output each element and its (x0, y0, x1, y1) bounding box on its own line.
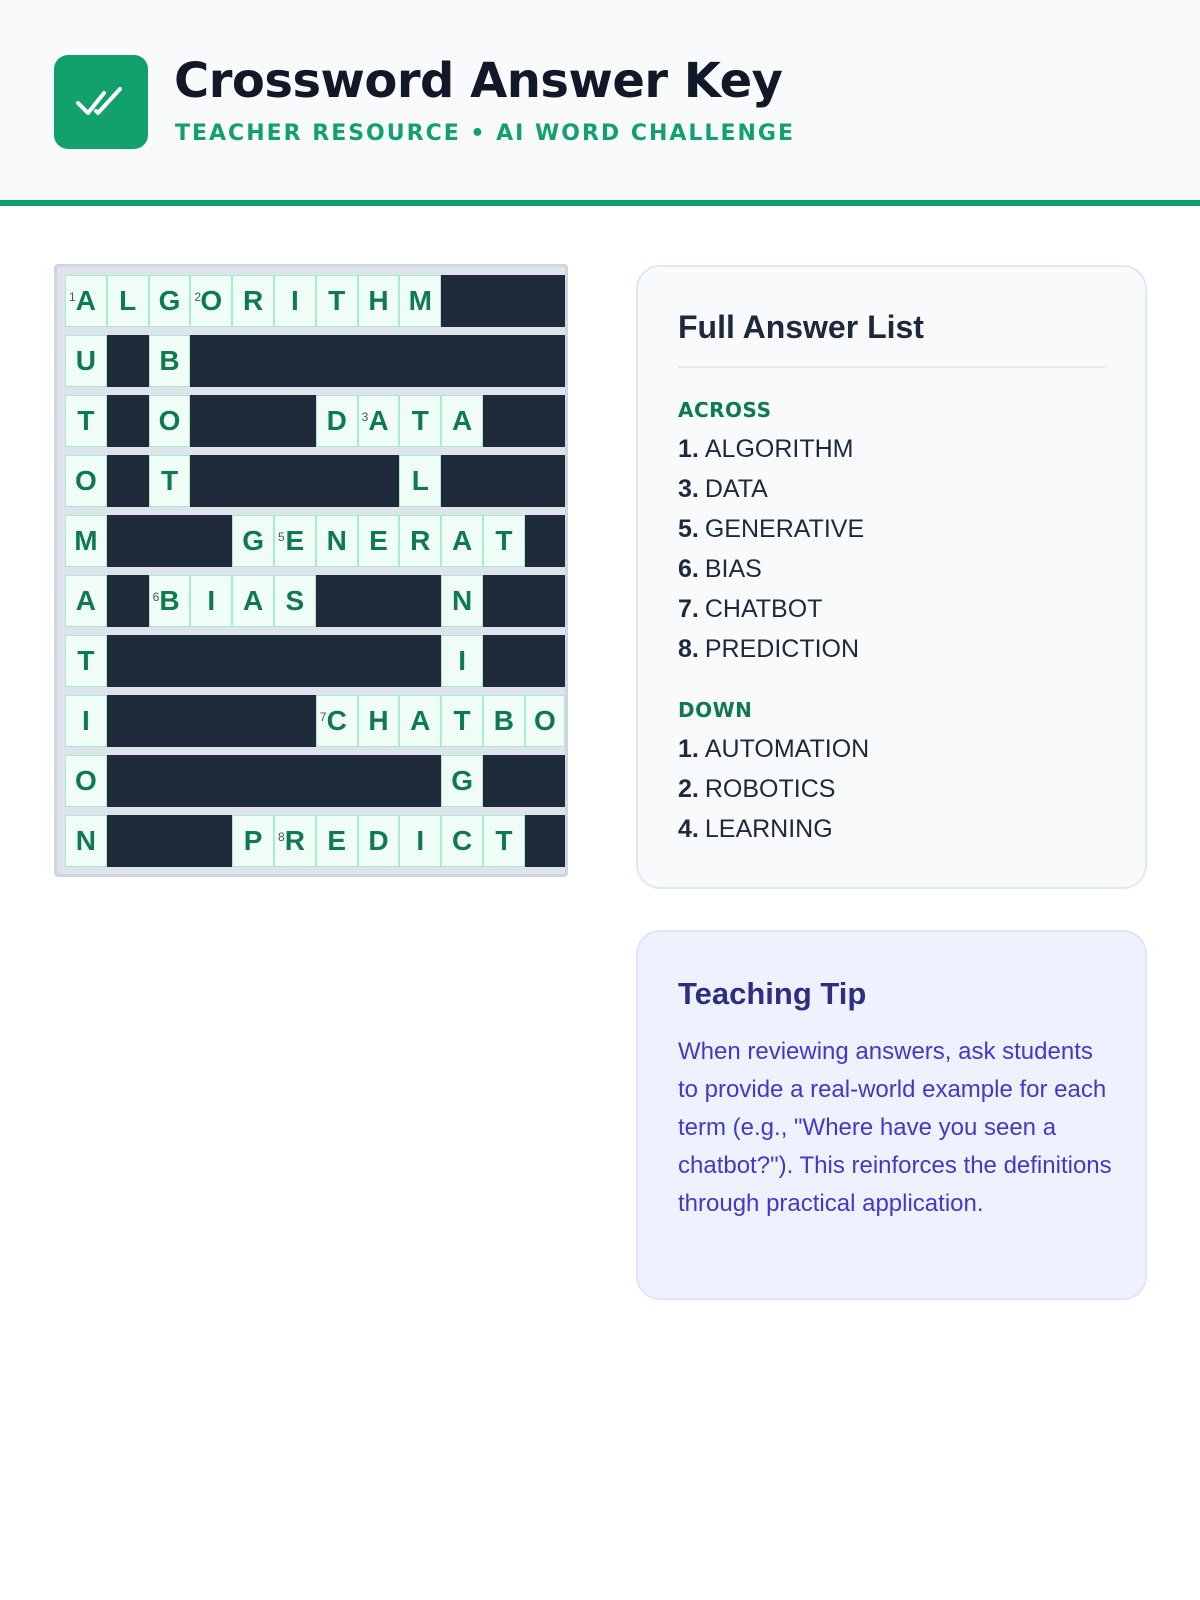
letter-cell (316, 515, 358, 567)
cell-letter: B (493, 705, 515, 736)
cell-letter: T (328, 285, 346, 316)
block-cell (274, 335, 316, 387)
block-cell (441, 275, 483, 327)
letter-cell (358, 395, 400, 447)
cell-letter: P (243, 825, 263, 856)
across-heading: ACROSS (678, 398, 772, 422)
cell-letter: T (495, 825, 513, 856)
letter-cell (65, 515, 107, 567)
cell-letter: O (534, 705, 556, 736)
answer-number: 2. (678, 775, 699, 803)
cell-letter: T (453, 705, 471, 736)
letter-cell (358, 695, 400, 747)
block-cell (399, 575, 441, 627)
letter-cell (149, 395, 191, 447)
cell-letter: T (77, 645, 95, 676)
cell-letter: G (451, 765, 473, 796)
letter-cell (65, 815, 107, 867)
block-cell (441, 455, 483, 507)
clue-number: 2 (194, 290, 202, 304)
answer-number: 1. (678, 735, 699, 763)
cell-letter: R (284, 825, 306, 856)
cell-letter: T (77, 405, 95, 436)
letter-cell (65, 755, 107, 807)
letter-cell (190, 275, 232, 327)
clue-number: 7 (319, 710, 327, 724)
letter-cell (274, 515, 316, 567)
block-cell (316, 455, 358, 507)
letter-cell (441, 395, 483, 447)
letter-cell (316, 695, 358, 747)
block-cell (190, 635, 232, 687)
letter-cell (483, 695, 525, 747)
answer-number: 6. (678, 555, 699, 583)
answer-number: 8. (678, 635, 699, 663)
letter-cell (358, 515, 400, 567)
cell-letter: T (160, 465, 179, 496)
answer-list-card (636, 265, 1147, 889)
teaching-tip-title: Teaching Tip (678, 976, 867, 1011)
letter-cell (65, 695, 107, 747)
across-answer-item (678, 595, 822, 624)
letter-cell (65, 455, 107, 507)
cell-letter: I (82, 705, 90, 736)
cell-letter: I (416, 825, 425, 856)
block-cell (232, 695, 274, 747)
answer-word: ALGORITHM (704, 435, 854, 463)
across-answer-item (678, 475, 768, 504)
letter-cell (149, 335, 191, 387)
letter-cell (483, 515, 525, 567)
cell-letter: I (458, 645, 466, 676)
cell-letter: O (158, 405, 181, 436)
block-cell (358, 455, 400, 507)
answer-number: 4. (678, 815, 699, 843)
letter-cell (441, 515, 483, 567)
cell-letter: C (326, 705, 347, 736)
block-cell (107, 695, 149, 747)
block-cell (274, 695, 316, 747)
block-cell (525, 335, 565, 387)
letter-cell (399, 395, 441, 447)
letter-cell (316, 815, 358, 867)
across-answer-item (678, 435, 853, 464)
cell-letter: A (451, 525, 473, 556)
block-cell (525, 815, 565, 867)
cell-letter: B (159, 345, 180, 376)
letter-cell (232, 275, 274, 327)
letter-cell (149, 275, 191, 327)
down-heading: DOWN (678, 698, 753, 722)
block-cell (274, 455, 316, 507)
letter-cell (149, 575, 191, 627)
block-cell (358, 575, 400, 627)
block-cell (107, 395, 149, 447)
cell-letter: R (242, 285, 264, 316)
cell-letter: H (368, 285, 389, 316)
cell-letter: R (410, 525, 431, 556)
down-answer-item (678, 815, 833, 844)
block-cell (525, 635, 565, 687)
block-cell (274, 395, 316, 447)
letter-cell (107, 275, 149, 327)
answer-number: 5. (678, 515, 699, 543)
answer-word: AUTOMATION (704, 735, 870, 763)
block-cell (232, 335, 274, 387)
block-cell (190, 395, 232, 447)
cell-letter: C (451, 825, 473, 856)
teaching-tip-body: When reviewing answers, ask students to provide a real-world example for each term (e.g., "Where have you seen a chatbot?"). This reinforces the definitions through practical application. (678, 1038, 1112, 1217)
block-cell (274, 635, 316, 687)
letter-cell (358, 275, 400, 327)
block-cell (358, 335, 400, 387)
block-cell (232, 395, 274, 447)
block-cell (483, 575, 525, 627)
letter-cell (232, 515, 274, 567)
answer-word: DATA (704, 475, 768, 503)
block-cell (399, 335, 441, 387)
answer-list-title: Full Answer List (678, 309, 924, 345)
letter-cell (274, 815, 316, 867)
cell-letter: A (75, 585, 97, 616)
block-cell (107, 815, 149, 867)
cell-letter: E (369, 525, 388, 556)
block-cell (107, 635, 149, 687)
block-cell (190, 695, 232, 747)
cell-letter: A (75, 285, 97, 316)
block-cell (190, 335, 232, 387)
block-cell (149, 755, 191, 807)
block-cell (525, 395, 565, 447)
cell-letter: O (200, 285, 223, 316)
block-cell (190, 815, 232, 867)
letter-cell (316, 395, 358, 447)
block-cell (358, 755, 400, 807)
block-cell (107, 755, 149, 807)
block-cell (316, 635, 358, 687)
cell-letter: E (285, 525, 305, 556)
answer-word: PREDICTION (704, 635, 860, 663)
cell-letter: G (158, 285, 181, 316)
letter-cell (525, 695, 565, 747)
block-cell (525, 455, 565, 507)
divider (678, 366, 1105, 368)
letter-cell (65, 575, 107, 627)
block-cell (399, 635, 441, 687)
block-cell (483, 755, 525, 807)
cell-letter: A (368, 405, 389, 436)
page-subtitle: TEACHER RESOURCE • AI WORD CHALLENGE (175, 121, 795, 146)
block-cell (232, 755, 274, 807)
across-answer-item (678, 635, 859, 664)
clue-number: 6 (152, 590, 160, 604)
cell-letter: S (285, 585, 305, 616)
cell-letter: L (411, 465, 429, 496)
teaching-tip-card (636, 930, 1147, 1300)
letter-cell (399, 695, 441, 747)
block-cell (149, 695, 191, 747)
cell-letter: B (159, 585, 180, 616)
cell-letter: G (242, 525, 264, 556)
block-cell (107, 515, 149, 567)
answer-word: CHATBOT (704, 595, 823, 623)
cell-letter: O (75, 465, 97, 496)
block-cell (107, 455, 149, 507)
block-cell (274, 755, 316, 807)
block-cell (316, 755, 358, 807)
letter-cell (399, 815, 441, 867)
across-answer-item (678, 555, 762, 584)
cell-letter: D (326, 405, 347, 436)
letter-cell (65, 635, 107, 687)
clue-number: 3 (361, 410, 369, 424)
cell-letter: M (74, 525, 98, 556)
block-cell (483, 635, 525, 687)
cell-letter: E (327, 825, 347, 856)
cell-letter: L (119, 285, 137, 316)
letter-cell (441, 755, 483, 807)
across-answer-item (678, 515, 864, 544)
cell-letter: H (368, 705, 389, 736)
block-cell (107, 575, 149, 627)
block-cell (149, 515, 191, 567)
cell-letter: I (291, 285, 299, 316)
letter-cell (316, 275, 358, 327)
cell-letter: U (75, 345, 97, 376)
letter-cell (65, 335, 107, 387)
cell-letter: A (410, 705, 431, 736)
letter-cell (232, 575, 274, 627)
clue-number: 5 (278, 530, 285, 544)
letter-cell (65, 395, 107, 447)
answer-number: 1. (678, 435, 699, 463)
block-cell (232, 635, 274, 687)
letter-cell (232, 815, 274, 867)
block-cell (190, 515, 232, 567)
cell-letter: N (326, 525, 347, 556)
answer-word: BIAS (704, 555, 762, 583)
cell-letter: A (451, 405, 473, 436)
letter-cell (358, 815, 400, 867)
block-cell (316, 335, 358, 387)
letter-cell (483, 815, 525, 867)
cell-letter: O (75, 765, 97, 796)
block-cell (358, 635, 400, 687)
down-answer-item (678, 735, 869, 764)
block-cell (441, 335, 483, 387)
block-cell (525, 515, 565, 567)
letter-cell (399, 515, 441, 567)
block-cell (525, 575, 565, 627)
block-cell (525, 275, 565, 327)
letter-cell (399, 455, 441, 507)
answer-word: GENERATIVE (704, 515, 865, 543)
cell-letter: T (495, 525, 513, 556)
block-cell (190, 755, 232, 807)
cell-letter: N (75, 825, 97, 856)
letter-cell (441, 815, 483, 867)
cell-letter: N (451, 585, 473, 616)
block-cell (483, 455, 525, 507)
cell-letter: T (411, 405, 429, 436)
cell-letter: D (368, 825, 389, 856)
letter-cell (65, 275, 107, 327)
block-cell (232, 455, 274, 507)
block-cell (483, 395, 525, 447)
letter-cell (274, 575, 316, 627)
down-answer-item (678, 775, 835, 804)
page-title: Crossword Answer Key (174, 53, 783, 109)
clue-number: 8 (278, 830, 285, 844)
double-check-icon (74, 75, 128, 129)
crossword-grid (54, 264, 568, 877)
answer-word: ROBOTICS (704, 775, 836, 803)
letter-cell (441, 575, 483, 627)
answer-number: 3. (678, 475, 699, 503)
block-cell (149, 635, 191, 687)
cell-letter: A (242, 585, 264, 616)
cell-letter: M (408, 285, 432, 316)
letter-cell (441, 635, 483, 687)
logo-badge (54, 55, 148, 149)
block-cell (483, 275, 525, 327)
letter-cell (399, 275, 441, 327)
block-cell (483, 335, 525, 387)
cell-letter: I (207, 585, 216, 616)
block-cell (107, 335, 149, 387)
block-cell (316, 575, 358, 627)
block-cell (525, 755, 565, 807)
answer-word: LEARNING (704, 815, 833, 843)
letter-cell (149, 455, 191, 507)
answer-number: 7. (678, 595, 699, 623)
block-cell (149, 815, 191, 867)
letter-cell (190, 575, 232, 627)
letter-cell (441, 695, 483, 747)
letter-cell (274, 275, 316, 327)
clue-number: 1 (69, 290, 76, 304)
block-cell (190, 455, 232, 507)
page-header (0, 0, 1200, 206)
block-cell (399, 755, 441, 807)
